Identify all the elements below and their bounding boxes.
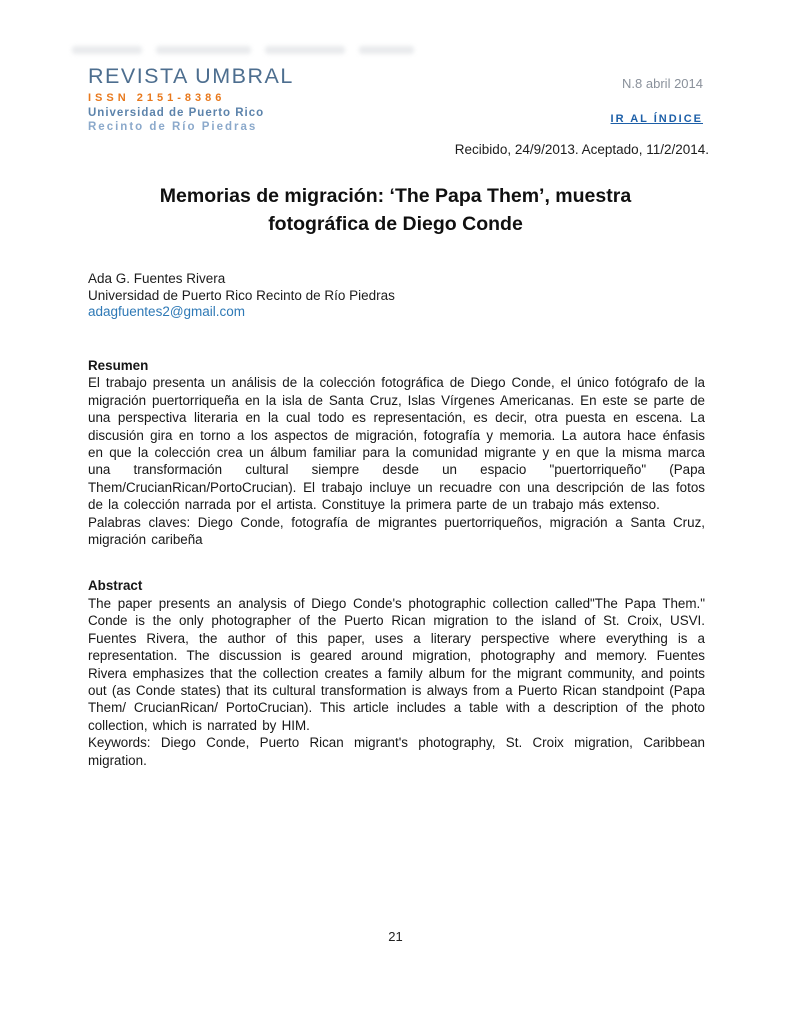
author-email-link[interactable]: adagfuentes2@gmail.com [88, 304, 246, 319]
resumen-text: El trabajo presenta un análisis de la colección fotográfica de Diego Conde, el único fotógrafo de la migración puertorriqueña en la isla de Santa Cruz, Islas Vírgenes Americanas. En este se parte de una perspectiva literaria en la cual todo es representación, es decir, otra puesta en escena. La discusión gira en torno a los aspectos de migración, fotografía y memoria. La autora hace énfasis en que la colección crea un álbum familiar para la comunidad migrante y en que la misma marca una transformación cultural siempre desde un espacio "puertorriqueño" (Papa Them/CrucianRican/PortoCrucian). El trabajo incluye un recuadre con una descripción de las fotos de la colección narrada por el artista. Constituye la primera parte de un trabajo más extenso. [88, 375, 705, 513]
article-body [88, 357, 705, 769]
journal-campus: Recinto de Río Piedras [88, 121, 258, 133]
journal-logo [88, 66, 294, 134]
abstract-heading: Abstract [88, 578, 143, 594]
scan-artifact [72, 46, 414, 56]
journal-issn: ISSN 2151-8386 [88, 91, 226, 104]
resumen-keywords: Palabras claves: Diego Conde, fotografía de migrantes puertorriqueños, migración a Santa Cruz, migración caribeña [88, 514, 705, 548]
abstract-text: The paper presents an analysis of Diego Conde's photographic collection called"The Papa Them." Conde is the only photographer of the Puerto Rican migration to the island of St. Croix, USVI. Fuentes Rivera, the author of this paper, uses a literary perspective where everything is a representation. The discussion is geared around migration, photography and memory. Fuentes Rivera emphasizes that the collection creates a family album for the migrant community, and points out (as Conde states) that its cultural transformation is always from a Puerto Rican standpoint (Papa Them/ CrucianRican/ PortoCrucian). This article includes a table with a description of the photo collection, which is narrated by HIM. [88, 595, 705, 733]
section-spacer [88, 548, 705, 577]
author-block [88, 271, 395, 321]
article-title: Memorias de migración: ‘The Papa Them’, muestra fotográfica de Diego Conde [159, 185, 632, 235]
page-number: 21 [388, 929, 403, 944]
index-link[interactable]: IR AL ÍNDICE [610, 113, 703, 125]
author-name: Ada G. Fuentes Rivera [88, 271, 226, 286]
resumen-heading: Resumen [88, 358, 149, 373]
received-accepted-dates: Recibido, 24/9/2013. Aceptado, 11/2/2014. [454, 142, 709, 157]
abstract-keywords: Keywords: Diego Conde, Puerto Rican migrant's photography, St. Croix migration, Caribbean migration. [88, 735, 705, 768]
journal-university: Universidad de Puerto Rico [88, 106, 265, 119]
issue-label: N.8 abril 2014 [622, 76, 703, 91]
author-affiliation: Universidad de Puerto Rico Recinto de Río Piedras [88, 287, 395, 303]
journal-name: REVISTA UMBRAL [88, 64, 294, 88]
